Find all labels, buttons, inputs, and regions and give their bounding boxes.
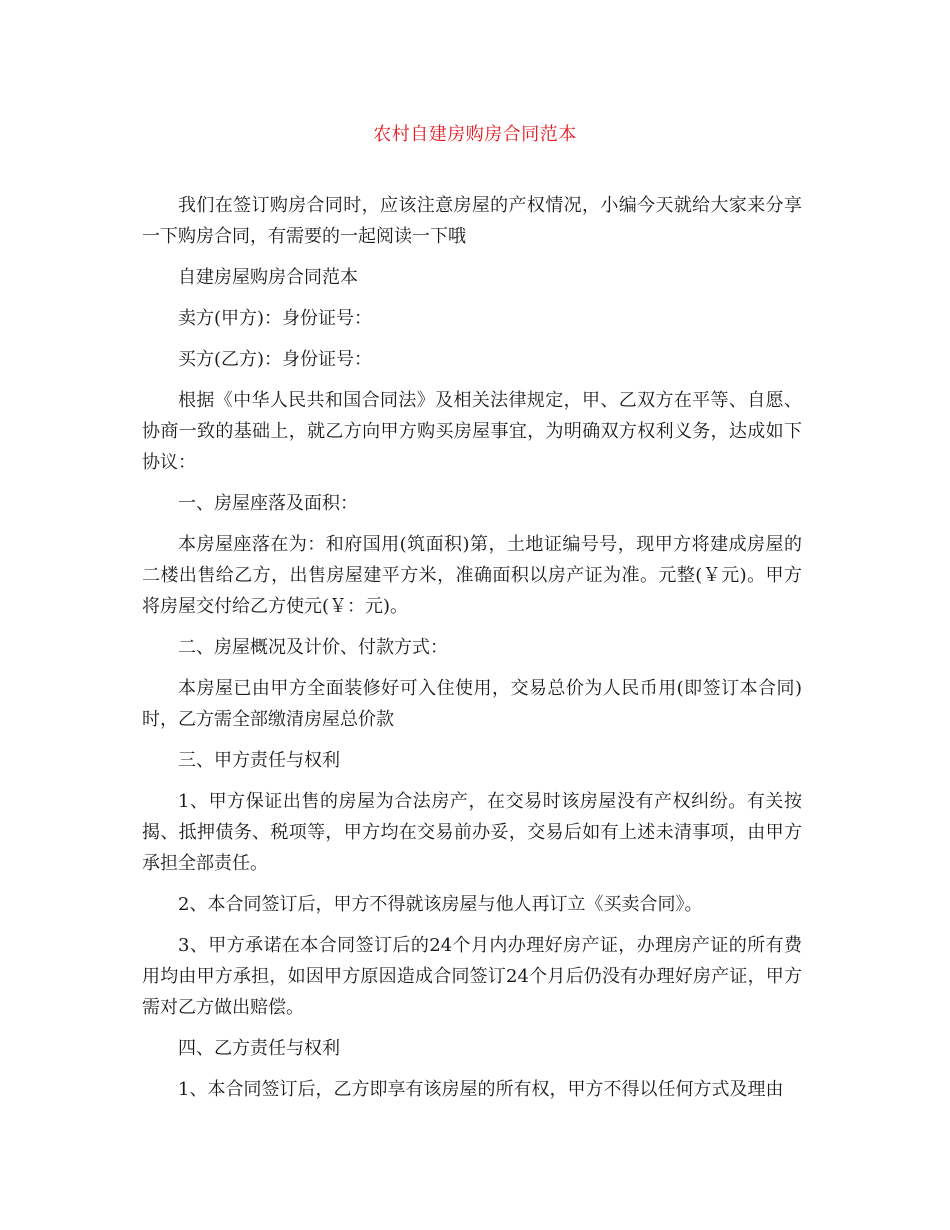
paragraph-seller-duty-1: 1、甲方保证出售的房屋为合法房产，在交易时该房屋没有产权纠纷。有关按揭、抵押债务、税项等，甲方均在交易前办妥，交易后如有上述未清事项，由甲方承担全部责任。 — [142, 791, 802, 874]
paragraph-intro: 我们在签订购房合同时，应该注意房屋的产权情况，小编今天就给大家来分享一下购房合同，有需要的一起阅读一下哦 — [142, 195, 802, 247]
paragraph-seller-duty-2: 2、本合同签订后，甲方不得就该房屋与他人再订立《买卖合同》。 — [178, 894, 703, 915]
paragraph-subtitle: 自建房屋购房合同范本 — [178, 267, 358, 288]
paragraph-pricing: 本房屋已由甲方全面装修好可入住使用，交易总价为人民币用(即签订本合同)时，乙方需全部缴清房屋总价款 — [142, 678, 802, 730]
paragraph-seller: 卖方(甲方)：身份证号： — [178, 308, 373, 329]
document-title: 农村自建房购房合同范本 — [373, 124, 577, 145]
section-heading-seller-duties: 三、甲方责任与权利 — [178, 750, 340, 771]
section-heading-pricing: 二、房屋概况及计价、付款方式： — [178, 637, 448, 658]
paragraph-buyer-duty-1: 1、本合同签订后，乙方即享有该房屋的所有权，甲方不得以任何方式及理由 — [178, 1079, 784, 1100]
document-body — [142, 190, 802, 1115]
paragraph-legal-basis: 根据《中华人民共和国合同法》及相关法律规定，甲、乙双方在平等、自愿、协商一致的基础上，就乙方向甲方购买房屋事宜，为明确双方权利义务，达成如下协议： — [142, 390, 802, 473]
paragraph-location: 本房屋座落在为：和府国用(筑面积)第，土地证编号号，现甲方将建成房屋的二楼出售给乙方，出售房屋建平方米，准确面积以房产证为准。元整(￥元)。甲方将房屋交付给乙方使元(￥：元)。 — [142, 534, 802, 617]
section-heading-buyer-duties: 四、乙方责任与权利 — [178, 1038, 340, 1059]
paragraph-seller-duty-3: 3、甲方承诺在本合同签订后的24个月内办理好房产证，办理房产证的所有费用均由甲方承担，如因甲方原因造成合同签订24个月后仍没有办理好房产证，甲方需对乙方做出赔偿。 — [142, 935, 802, 1018]
paragraph-buyer: 买方(乙方)：身份证号： — [178, 349, 373, 370]
section-heading-location: 一、房屋座落及面积： — [178, 493, 358, 514]
